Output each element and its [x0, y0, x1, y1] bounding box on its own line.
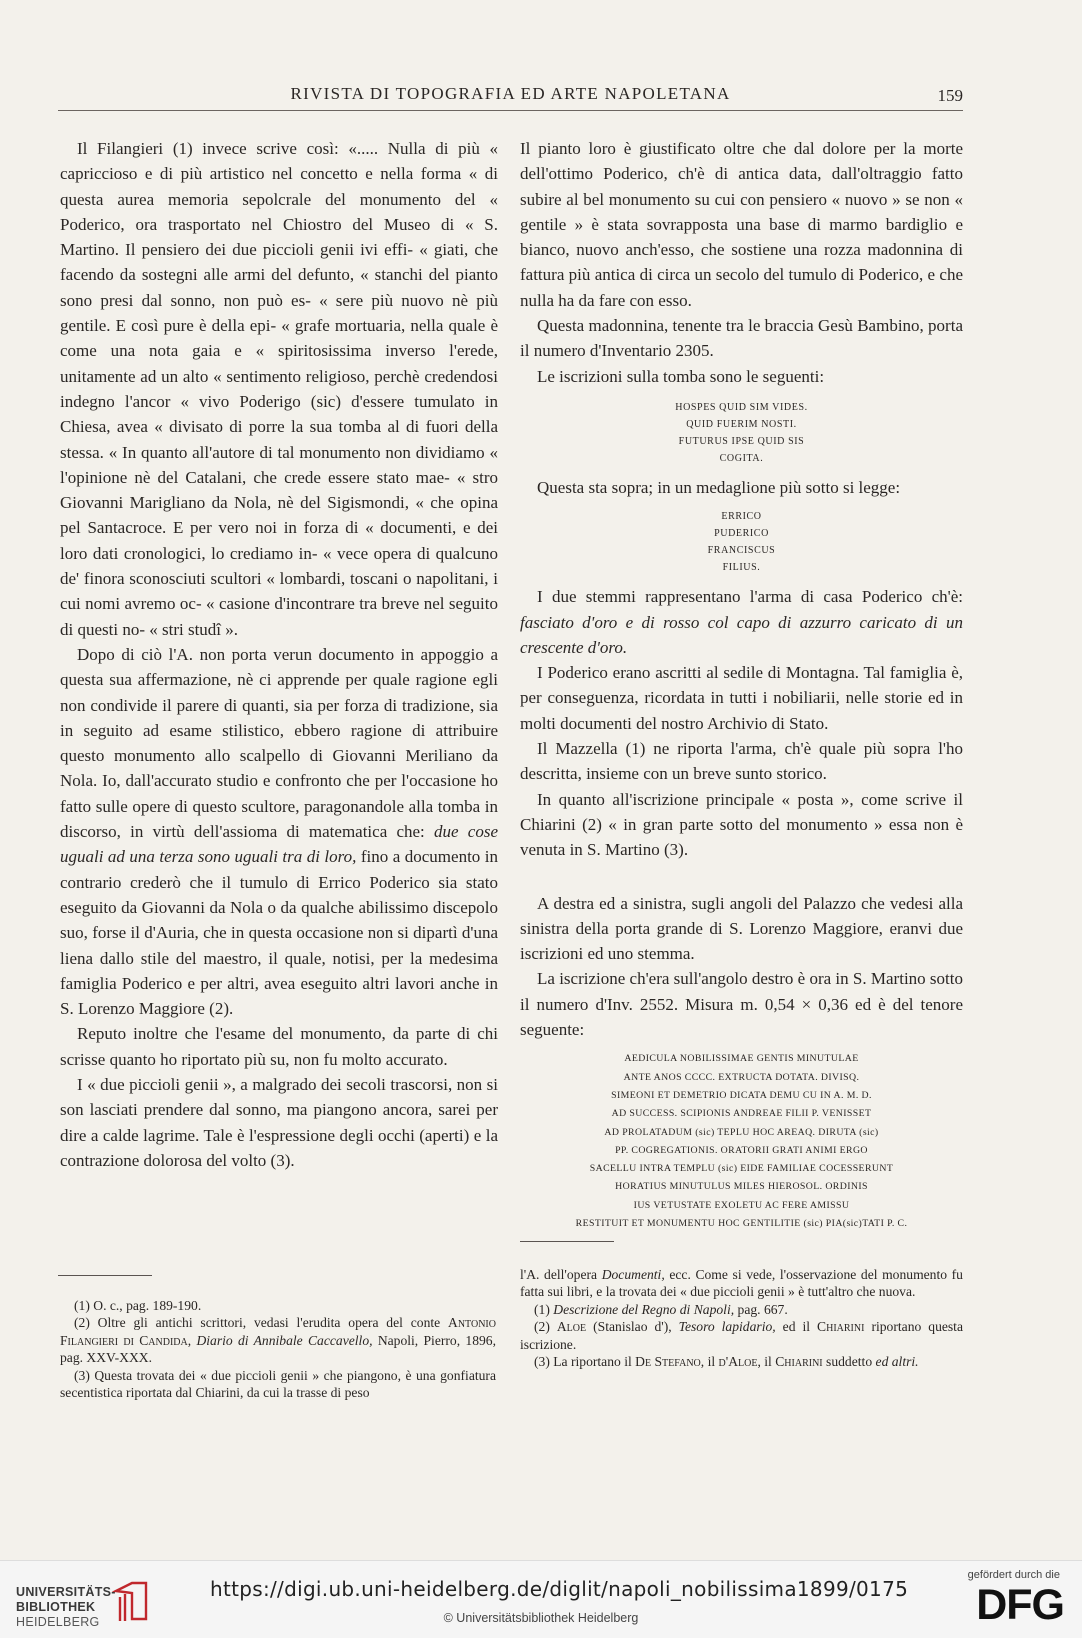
paragraph: Questa sta sopra; in un medaglione più sotto si legge: — [537, 477, 901, 497]
inscription-aedicula: AEDICULA NOBILISSIMAE GENTIS MINUTULAE ANTE ANOS CCCC. EXTRUCTA DOTATA. DIVISQ. SIMEONI ET DEMETRIO DICATA DEMU CU IN A. M. D. AD SUCCESS. SCIPIONIS ANDREAE FILII P. VENISSET AD PROLATADUM (sic) TEPLU HOC AREAQ. DIRUTA (sic) PP. COGREGATIONIS. ORATORII GRATI ANIMI ERGO SACELLU INTRA TEMPLU (sic) EIDE FAMILIAE COCESSERUNT HORATIUS MINUTULUS MILES HIEROSOL. ORDINIS IUS VETUSTATE EXOLETU AC FERE AMISSU RESTITUIT ET MONUMENTU HOC GENTILITIE (sic) PIA(sic)TATI P. C. — [575, 1053, 908, 1229]
footnote: (2) Aloe (Stanislao d'), Tesoro lapidario, ed il Chiarini riportano questa iscrizione. — [520, 1319, 963, 1352]
journal-title: RIVISTA DI TOPOGRAFIA ED ARTE NAPOLETANA — [290, 84, 731, 103]
right-column — [520, 136, 963, 1233]
left-column — [60, 136, 498, 1173]
paragraph: Le iscrizioni sulla tomba sono le seguenti: — [537, 366, 825, 386]
footnote: (1) Descrizione del Regno di Napoli, pag. 667. — [534, 1301, 788, 1317]
footnotes-left — [60, 1297, 496, 1401]
dfg-logo[interactable]: DFG — [976, 1581, 1064, 1629]
paragraph: Il Mazzella (1) ne riporta l'arma, ch'è quale più sopra l'ho descritta, insieme con un breve sunto storico. — [520, 739, 963, 784]
paragraph: I Poderico erano ascritti al sedile di Montagna. Tal famiglia è, per conseguenza, ricordata in tutti i nobiliarii, nelle storie ed in molti documenti del nostro Archivio di Stato. — [520, 663, 963, 733]
footnote: (1) O. c., pag. 189-190. — [74, 1298, 202, 1313]
inscription-medallion: ERRICO PUDERICO FRANCISCUS FILIUS. — [707, 511, 776, 574]
footnote: (3) La riportano il De Stefano, il d'Aloe, il Chiarini suddetto ed altri. — [534, 1354, 919, 1370]
paragraph: Dopo di ciò l'A. non porta verun documento in appoggio a questa sua affermazione, nè ci apprende per quale ragione egli non condivide il parere di quanti, sia per forza di tradizione, sia in seguito ad esame stilistico, ebbero ragione di attribuire questo monumento allo scalpello di Giovanni Meriliano da Nola. Io, dall'accurato studio e confronto che per l'occasione ho fatto sulle opere di questo scultore, paragonandole alla tomba in discorso, in virtù dell'assioma di matematica che: due cose uguali ad una terza sono uguali tra di loro, fino a documento in contrario crederò che il tumulo di Errico Poderico sia stato eseguito da Giovanni da Nola o da qualche abilissimo discepolo suo, forse il d'Auria, che in questa occasione non si dipartì d'una liena dallo stile del maestro, il quale, notisi, per la medesima famiglia Poderico e per altri, avea eseguito altri lavori anche in S. Lorenzo Maggiore (2). — [60, 644, 498, 1019]
paragraph: Questa madonnina, tenente tra le braccia Gesù Bambino, porta il numero d'Inventario 2305. — [520, 316, 963, 361]
inscription-tomb: HOSPES QUID SIM VIDES. QUID FUERIM NOSTI. FUTURUS IPSE QUID SIS COGITA. — [675, 401, 808, 464]
paragraph: I due stemmi rappresentano l'arma di casa Poderico ch'è: fasciato d'oro e di rosso col capo di azzurro caricato di un crescente d'oro. — [520, 587, 963, 657]
italic-quote: due cose uguali ad una terza sono uguali tra di loro, — [60, 822, 498, 867]
viewer-footer — [0, 1560, 1082, 1638]
italic-blazon: fasciato d'oro e di rosso col capo di azzurro caricato di un crescente d'oro. — [520, 612, 963, 657]
footnotes-right — [520, 1266, 963, 1370]
footnote-rule — [58, 1275, 152, 1276]
paragraph: In quanto all'iscrizione principale « posta », come scrive il Chiarini (2) « in gran parte sotto del monumento » essa non è venuta in S. Martino (3). — [520, 789, 963, 860]
paragraph: A destra ed a sinistra, sugli angoli del Palazzo che vedesi alla sinistra della porta grande di S. Lorenzo Maggiore, eranvi due iscrizioni ed uno stemma. — [520, 893, 963, 964]
library-name[interactable]: UNIVERSITÄTS- BIBLIOTHEK HEIDELBERG — [16, 1585, 116, 1629]
page-number: 159 — [937, 86, 963, 105]
footnote: l'A. dell'opera Documenti, ecc. Come si vede, l'osservazione del monumento fu fatta sui libri, e la trovata dei « due piccioli genii » è tutt'altro che nuova. — [520, 1267, 963, 1300]
paragraph: Il Filangieri (1) invece scrive così: «..... Nulla di più « capriccioso e di più artistico nel concetto e nella forma « di questa aurea memoria sepolcrale del monumento del « Poderico, ora trasportato nel Chiostro del Museo di « S. Martino. Il pensiero dei due piccioli genii ivi effi- « giati, che facendo da sostegni alle armi del defunto, « stanchi del pianto sono presi dal sonno, non può es- « sere più nuovo nè più gentile. E così pure è della epi- « grafe mortuaria, nella quale è come una nota gaia e « spiritosissima inverso l'erede, unitamente ad un alto « sentimento religioso, perchè credendosi indegno l'ancor « vivo Poderigo (sic) d'essere tumulato in Chiesa, avea « divisato di porre la sua tomba al di fuori della stessa. « In quanto all'autore di tal monumento non dividiamo « l'opinione nè del Catalani, che crede essere stato mae- « stro Giovanni Marigliano da Nola, nè del Sigismondi, « che opina pel Santacroce. E per vero noi in forza di « documenti, e dei loro dati cronologici, lo crediamo in- « vece opera di qualcuno de' finora sconosciuti scultori « lombardi, toscani o napolitani, i cui nomi avremo oc- « casione d'incontrare tra breve nel seguito di questi no- « stri studî ». — [60, 139, 498, 639]
funding-note: gefördert durch die — [967, 1569, 1060, 1581]
footnote: (2) Oltre gli antichi scrittori, vedasi l'erudita opera del conte Antonio Filangieri di Candida, Diario di Annibale Caccavello, Napoli, Pierro, 1896, pag. XXV-XXX. — [60, 1315, 496, 1366]
footnote-rule — [520, 1241, 614, 1242]
copyright-text: © Universitätsbibliothek Heidelberg — [443, 1611, 639, 1625]
paragraph: Il pianto loro è giustificato oltre che dal dolore per la morte dell'ottimo Poderico, ch'è di antica data, dall'oltraggio fatto subire al bel monumento su cui con pensiero « nuovo » se non « gentile » è stata sovrapposta una base di marmo bardiglio e bianco, nuovo anch'esso, che sostiene una rozza madonnina di fattura più antica di circa un secolo del tumulo di Poderico, e che nulla ha da fare con esso. — [520, 139, 963, 310]
running-header — [58, 84, 963, 111]
paragraph: La iscrizione ch'era sull'angolo destro è ora in S. Martino sotto il numero d'Inv. 2552. Misura m. 0,54 × 0,36 ed è del tenore seguente: — [520, 969, 963, 1040]
paragraph: I « due piccioli genii », a malgrado dei secoli trascorsi, non si son lasciati prendere dal sonno, ma piangono ancora, sarei per dire a calde lagrime. Tale è l'espressione degli occhi (aperti) e la contrazione dolorosa del volto (3). — [60, 1074, 498, 1170]
footnote: (3) Questa trovata dei « due piccioli genii » che piangono, è una gonfiatura secentistica riportata dal Chiarini, da cui la trasse di peso — [60, 1367, 496, 1401]
paragraph: Reputo inoltre che l'esame del monumento, da parte di chi scrisse quanto ho riportato più su, non fu molto accurato. — [60, 1024, 498, 1069]
permalink-url[interactable]: https://digi.ub.uni-heidelberg.de/diglit/napoli_nobilissima1899/0175 — [210, 1577, 909, 1601]
